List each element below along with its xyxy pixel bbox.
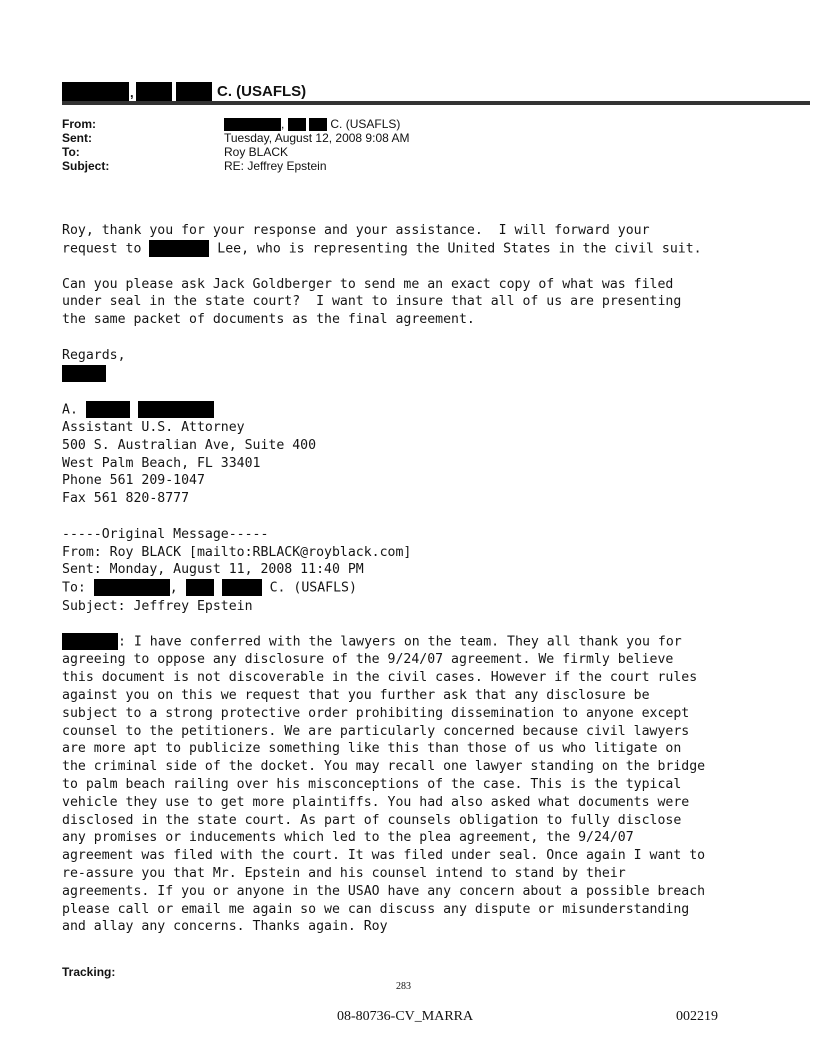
regards-name-line: [62, 365, 810, 383]
signature-phone: Phone 561 209-1047: [62, 473, 205, 489]
redaction-block: [224, 118, 281, 131]
redaction-block: [288, 118, 306, 131]
reply-line-2: [62, 240, 810, 258]
reply-para2-line: under seal in the state court? I want to insure that all of us are presenting: [62, 294, 682, 310]
original-from: From: Roy BLACK [mailto:RBLACK@royblack.com]: [62, 544, 412, 560]
reply-para2-line: Can you please ask Jack Goldberger to send me an exact copy of what was filed: [62, 276, 674, 292]
redaction-block: [149, 240, 209, 257]
to-value: Roy BLACK: [224, 145, 289, 159]
tracking-label: Tracking:: [62, 965, 116, 979]
original-body-line: agreeing to oppose any disclosure of the 9/24/07 agreement. We firmly believe: [62, 652, 674, 668]
original-body-line: counsel to the petitioners. We are particularly concerned because civil lawyers: [62, 723, 690, 739]
reply-line-2-pre: request to: [62, 241, 150, 257]
original-body-line: against you on this we request that you further ask that any disclosure be: [62, 688, 650, 704]
redaction-block: [222, 579, 262, 596]
original-body-line: the criminal side of the docket. You may recall one lawyer standing on the bridge: [62, 759, 706, 775]
signature-address-2: West Palm Beach, FL 33401: [62, 455, 261, 471]
from-suffix: C. (USAFLS): [330, 117, 401, 131]
email-body: [62, 204, 810, 954]
signature-address-1: 500 S. Australian Ave, Suite 400: [62, 437, 317, 453]
original-body-line: subject to a strong protective order prohibiting dissemination to anyone except: [62, 705, 690, 721]
subject-value: RE: Jeffrey Epstein: [224, 159, 327, 173]
redaction-block: [136, 82, 172, 102]
original-body-line: vehicle they use to get more plaintiffs. You had also asked what documents were: [62, 794, 690, 810]
signature-initial: A.: [62, 402, 86, 418]
subject-label: Subject:: [62, 159, 110, 173]
redaction-block: [62, 633, 118, 650]
to-label: To:: [62, 145, 80, 159]
redaction-block: [138, 401, 214, 418]
redaction-block: [94, 579, 170, 596]
original-body-line: any promises or inducements which led to the plea agreement, the 9/24/07: [62, 830, 634, 846]
original-body-line: please call or email me again so we can discuss any dispute or misunderstanding: [62, 901, 690, 917]
bates-number: 002219: [676, 1009, 718, 1024]
original-sent: Sent: Monday, August 11, 2008 11:40 PM: [62, 562, 364, 578]
reply-line-2-post: Lee, who is representing the United States in the civil suit.: [209, 241, 702, 257]
original-body-line: disclosed in the state court. As part of counsels obligation to fully disclose: [62, 812, 682, 828]
signature-name-line: [62, 401, 810, 419]
redaction-block: [176, 82, 212, 102]
meta-subject-row: [62, 159, 762, 173]
redaction-block: [62, 365, 106, 382]
case-number: 08-80736-CV_MARRA: [337, 1009, 474, 1024]
original-body-first: [62, 633, 810, 651]
meta-sent-row: [62, 131, 762, 145]
original-to: [62, 579, 810, 597]
original-to-comma: ,: [169, 580, 178, 596]
original-body-line: agreement was filed with the court. It was filed under seal. Once again I want to: [62, 848, 706, 864]
original-body-line: to palm beach railing over his misconceptions of the case. This is the typical: [62, 777, 682, 792]
original-body-line: agreements. If you or anyone in the USAO have any concern about a possible breach: [62, 883, 706, 899]
original-body-line: this document is not discoverable in the civil cases. However if the court rules: [62, 670, 698, 686]
reply-para2-line: the same packet of documents as the final agreement.: [62, 312, 475, 328]
spacer: [62, 508, 810, 526]
header-comma: ,: [130, 85, 134, 100]
meta-from-row: [62, 117, 762, 131]
redaction-block: [186, 579, 214, 596]
spacer: [62, 383, 810, 401]
original-body-first-text: : I have conferred with the lawyers on the team. They all thank you for: [118, 634, 682, 650]
original-body-line: and allay any concerns. Thanks again. Roy: [62, 919, 388, 935]
redaction-block: [309, 118, 327, 131]
original-body-line: are more apt to publicize something like this than those of us who litigate on: [62, 741, 682, 757]
from-comma: ,: [281, 117, 285, 131]
header-rule: [62, 101, 810, 105]
from-label: From:: [62, 117, 96, 131]
spacer: [62, 329, 810, 347]
email-meta: [62, 117, 762, 173]
original-to-label: To:: [62, 580, 94, 596]
header-name-suffix: C. (USAFLS): [217, 83, 307, 100]
original-subject: Subject: Jeffrey Epstein: [62, 598, 253, 614]
page-number: 283: [396, 981, 411, 992]
sent-label: Sent:: [62, 131, 92, 145]
original-to-suffix: C. (USAFLS): [261, 580, 357, 596]
sent-value: Tuesday, August 12, 2008 9:08 AM: [224, 131, 410, 145]
meta-to-row: [62, 145, 762, 159]
original-separator: -----Original Message-----: [62, 526, 269, 542]
regards: Regards,: [62, 347, 126, 363]
spacer: [62, 615, 810, 633]
signature-fax: Fax 561 820-8777: [62, 491, 190, 507]
signature-title: Assistant U.S. Attorney: [62, 420, 245, 436]
redaction-block: [86, 401, 130, 418]
reply-line-1: Roy, thank you for your response and your assistance. I will forward your: [62, 222, 650, 238]
from-value: [224, 117, 400, 131]
original-body-line: re-assure you that Mr. Epstein and his counsel intend to stand by their: [62, 865, 626, 881]
redaction-block: [62, 82, 129, 102]
spacer: [62, 258, 810, 276]
